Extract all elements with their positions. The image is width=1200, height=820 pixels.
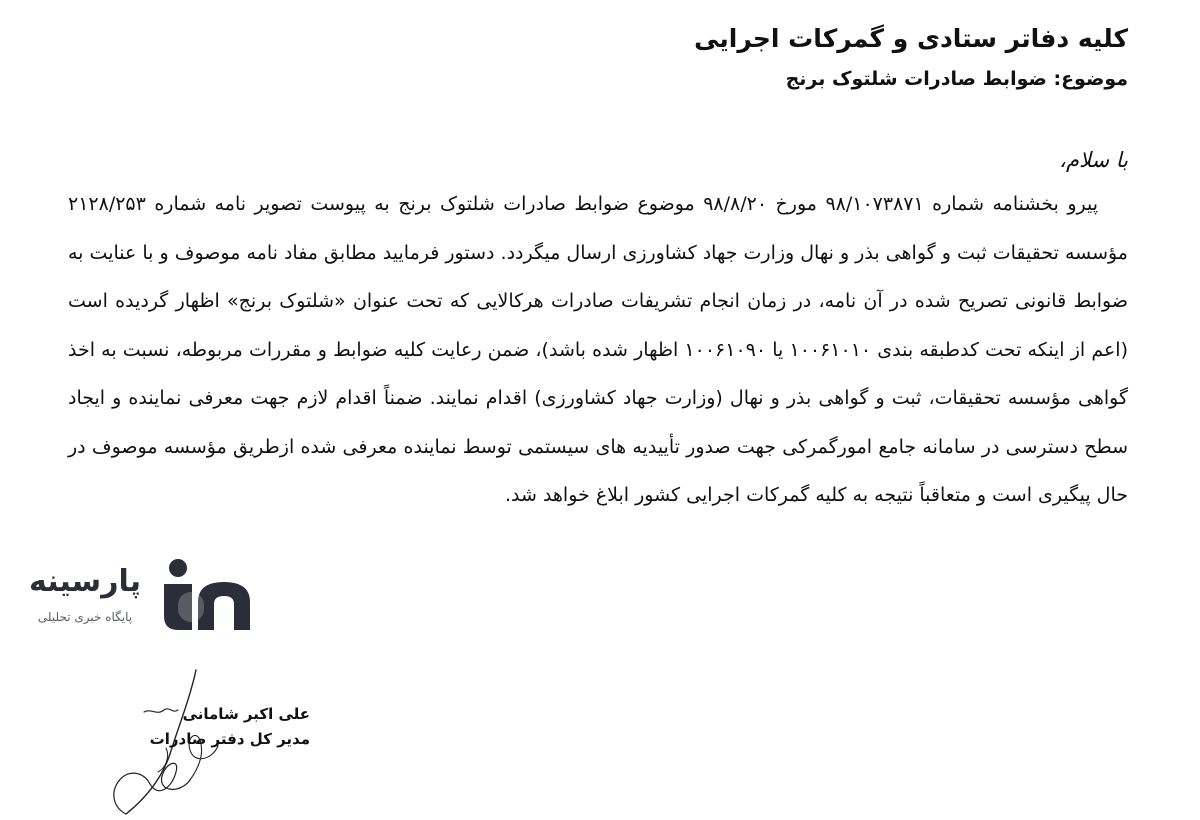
greeting: با سلام، [1059,148,1128,172]
logo-tagline: پایگاه خبری تحلیلی [37,610,133,624]
logo-name: پارسینه [29,564,141,599]
subject-line: موضوع: ضوابط صادرات شلتوک برنج [785,68,1128,90]
letter-body [68,180,1128,520]
letter-header [694,22,1128,94]
body-paragraph: پیرو بخشنامه شماره ۹۸/۱۰۷۳۸۷۱ مورخ ۹۸/۸/۲۰ موضوع ضوابط صادرات شلتوک برنج به پیوست تصویر نامه شماره ۲۱۲۸/۲۵۳ مؤسسه تحقیقات ثبت و گواهی بذر و نهال وزارت جهاد کشاورزی ارسال میگردد. دستور فرمایید مطابق مفاد نامه موصوف و با عنایت به ضوابط قانونی تصریح شده در آن نامه، در زمان انجام تشریفات صادرات هرکالایی که تحت عنوان «شلتوک برنج» اظهار گردیده است (اعم از اینکه تحت کدطبقه بندی ۱۰۰۶۱۰۱۰ یا ۱۰۰۶۱۰۹۰ اظهار شده باشد)، ضمن رعایت کلیه ضوابط و مقررات مربوطه، نسبت به اخذ گواهی مؤسسه تحقیقات، ثبت و گواهی بذر و نهال (وزارت جهاد کشاورزی) اقدام نمایند. ضمناً اقدام لازم جهت معرفی نماینده و ایجاد سطح دسترسی در سامانه جامع امورگمرکی جهت صدور تأییدیه های سیستمی توسط نماینده معرفی شده ازطریق مؤسسه موصوف در حال پیگیری است و متعاقباً نتیجه به کلیه گمرکات اجرایی کشور ابلاغ خواهد شد. [68,193,1128,506]
recipient-title: کلیه دفاتر ستادی و گمرکات اجرایی [694,24,1128,53]
watermark-logo [10,552,260,636]
signer-name: علی اکبر شامانی [182,705,310,723]
signer-title: مدیر کل دفتر صادرات [149,730,310,748]
signature-block [150,702,310,752]
parsineh-logo-icon [158,558,264,634]
